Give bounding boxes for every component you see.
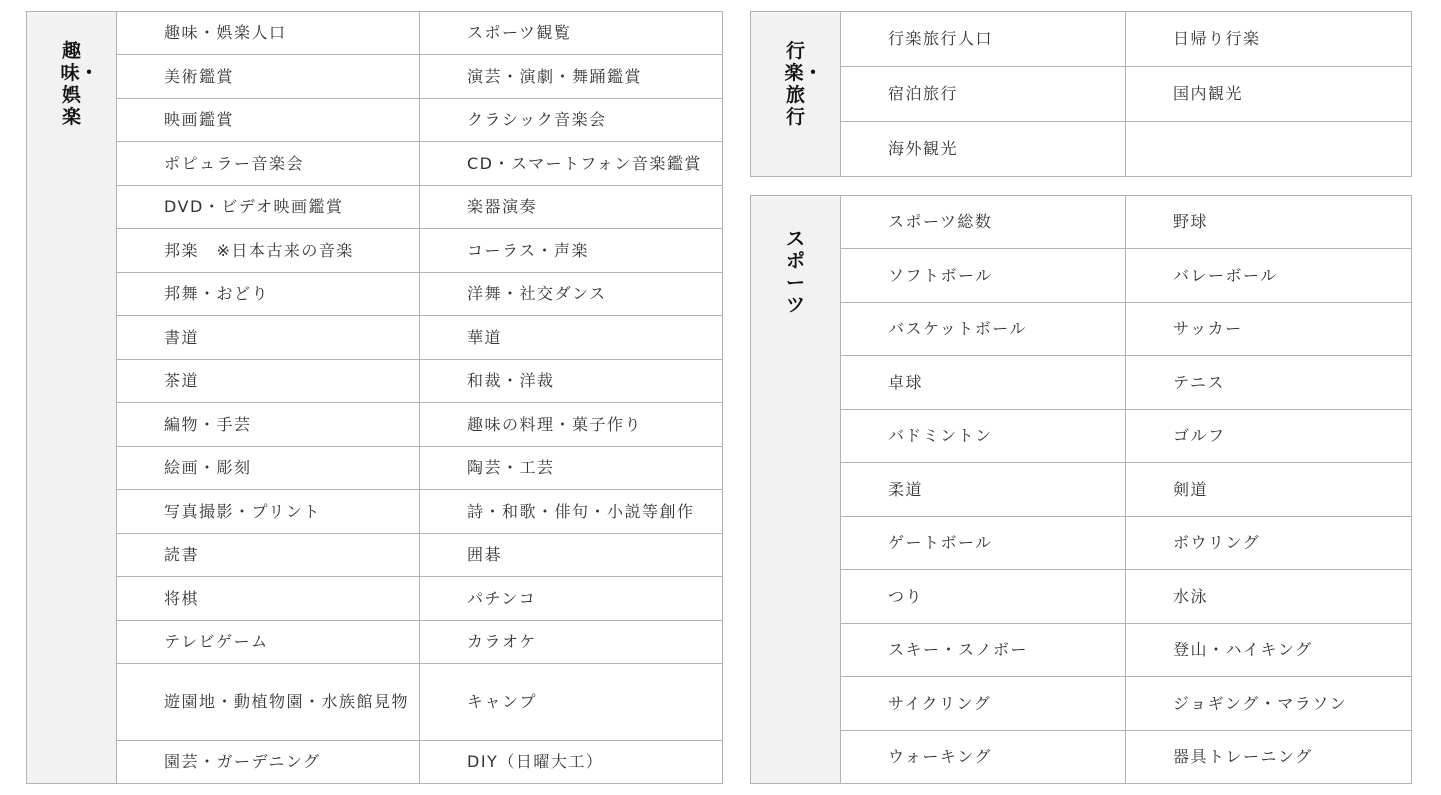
table-cell: キャンプ [420, 664, 723, 741]
table-cell: テレビゲーム [117, 621, 420, 664]
table-cell: DIY（日曜大工） [420, 741, 723, 784]
table-cell: サイクリング [841, 677, 1126, 731]
table-cell: つり [841, 570, 1126, 624]
table-cell: テニス [1126, 356, 1412, 410]
table-cell: 編物・手芸 [117, 403, 420, 447]
table-cell: 読書 [117, 534, 420, 577]
table-row [751, 463, 1412, 517]
table-cell: パチンコ [420, 577, 723, 621]
category-label [751, 196, 841, 784]
table-cell: クラシック音楽会 [420, 99, 723, 142]
table-cell: 登山・ハイキング [1126, 624, 1412, 677]
table-row [27, 142, 723, 186]
table-cell: 趣味の料理・菓子作り [420, 403, 723, 447]
table-cell: 日帰り行楽 [1126, 12, 1412, 67]
table-row [27, 664, 723, 741]
table-cell: ボウリング [1126, 517, 1412, 570]
table-row [27, 12, 723, 55]
table-row [751, 12, 1412, 67]
table-row [751, 410, 1412, 463]
table-cell: 剣道 [1126, 463, 1412, 517]
table-cell: 書道 [117, 316, 420, 360]
table-row [751, 677, 1412, 731]
table-row [27, 186, 723, 229]
table-cell: 野球 [1126, 196, 1412, 249]
table-cell: 映画鑑賞 [117, 99, 420, 142]
table-row [27, 621, 723, 664]
table-row [27, 316, 723, 360]
table-cell: 邦楽 ※日本古来の音楽 [117, 229, 420, 273]
table-cell: CD・スマートフォン音楽鑑賞 [420, 142, 723, 186]
table-row [27, 403, 723, 447]
table-cell: ゴルフ [1126, 410, 1412, 463]
table-cell: 宿泊旅行 [841, 67, 1126, 122]
table-row [751, 196, 1412, 249]
table-row [27, 447, 723, 490]
table-cell: スキー・スノボー [841, 624, 1126, 677]
table-row [751, 249, 1412, 303]
table-cell: 写真撮影・プリント [117, 490, 420, 534]
table-cell: 囲碁 [420, 534, 723, 577]
table-row [751, 624, 1412, 677]
table-row [27, 55, 723, 99]
sports-table [750, 195, 1412, 784]
category-label-text: 趣味・娯楽 [60, 40, 99, 128]
table-cell: 楽器演奏 [420, 186, 723, 229]
category-label-text: スポーツ [785, 228, 805, 316]
category-label [751, 12, 841, 177]
table-cell: 遊園地・動植物園・水族館見物 [117, 664, 420, 741]
table-cell: バドミントン [841, 410, 1126, 463]
table-row [751, 356, 1412, 410]
table-cell: 将棋 [117, 577, 420, 621]
table-cell: 茶道 [117, 360, 420, 403]
table-cell: 園芸・ガーデニング [117, 741, 420, 784]
table-row [751, 570, 1412, 624]
table-cell: 水泳 [1126, 570, 1412, 624]
table-cell: 器具トレーニング [1126, 731, 1412, 784]
table-cell: カラオケ [420, 621, 723, 664]
table-row [27, 490, 723, 534]
table-cell: ジョギング・マラソン [1126, 677, 1412, 731]
table-cell: 詩・和歌・俳句・小説等創作 [420, 490, 723, 534]
table-cell: スポーツ総数 [841, 196, 1126, 249]
table-row [751, 303, 1412, 356]
table-cell: 演芸・演劇・舞踊鑑賞 [420, 55, 723, 99]
table-cell: バスケットボール [841, 303, 1126, 356]
table-cell: 卓球 [841, 356, 1126, 410]
category-label-text: 行楽・旅行 [784, 40, 823, 128]
table-cell: 陶芸・工芸 [420, 447, 723, 490]
table-cell: 柔道 [841, 463, 1126, 517]
table-row [27, 534, 723, 577]
hobby-table [26, 11, 723, 784]
table-cell: スポーツ観覧 [420, 12, 723, 55]
table-cell [1126, 122, 1412, 177]
table-row [751, 67, 1412, 122]
table-cell: 美術鑑賞 [117, 55, 420, 99]
table-cell: ポピュラー音楽会 [117, 142, 420, 186]
table-cell: ソフトボール [841, 249, 1126, 303]
table-row [27, 99, 723, 142]
table-cell: 絵画・彫刻 [117, 447, 420, 490]
table-cell: サッカー [1126, 303, 1412, 356]
table-cell: DVD・ビデオ映画鑑賞 [117, 186, 420, 229]
table-cell: 洋舞・社交ダンス [420, 273, 723, 316]
table-cell: ウォーキング [841, 731, 1126, 784]
table-cell: コーラス・声楽 [420, 229, 723, 273]
table-cell: 海外観光 [841, 122, 1126, 177]
table-row [27, 360, 723, 403]
table-cell: バレーボール [1126, 249, 1412, 303]
table-row [27, 741, 723, 784]
table-row [751, 122, 1412, 177]
table-cell: 和裁・洋裁 [420, 360, 723, 403]
table-cell: ゲートボール [841, 517, 1126, 570]
category-label [27, 12, 117, 784]
table-cell: 趣味・娯楽人口 [117, 12, 420, 55]
travel-table [750, 11, 1412, 177]
table-row [751, 517, 1412, 570]
table-row [751, 731, 1412, 784]
table-row [27, 577, 723, 621]
table-cell: 国内観光 [1126, 67, 1412, 122]
table-cell: 邦舞・おどり [117, 273, 420, 316]
table-row [27, 273, 723, 316]
table-cell: 行楽旅行人口 [841, 12, 1126, 67]
table-cell: 華道 [420, 316, 723, 360]
table-row [27, 229, 723, 273]
